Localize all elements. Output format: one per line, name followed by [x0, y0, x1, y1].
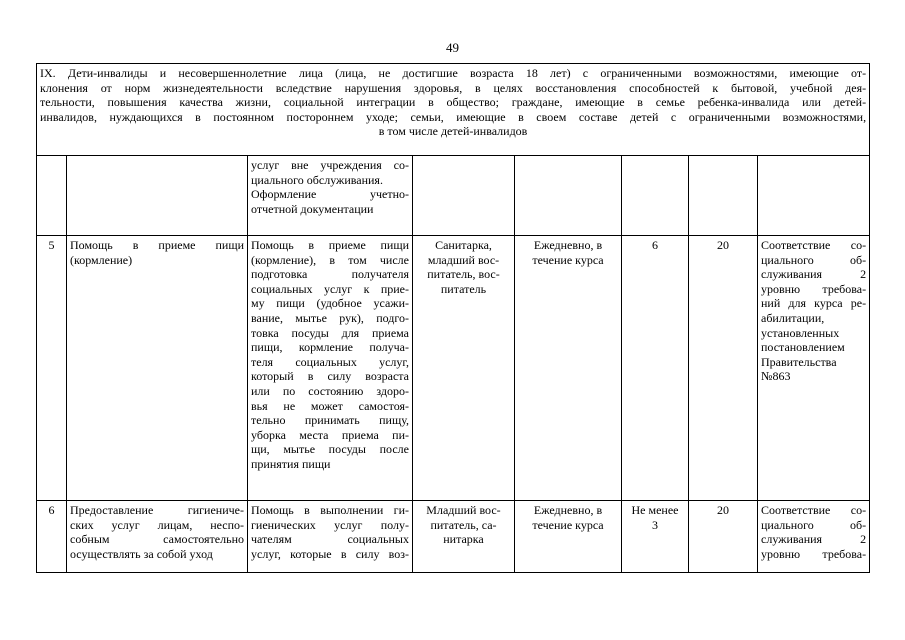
text-line: ний для курса ре- — [761, 296, 867, 311]
text-line: Оформление учетно- — [251, 187, 409, 202]
text-line: социальных услуг к прие- — [251, 281, 409, 296]
text-line: питатель, са- — [430, 517, 497, 532]
text-line: уровню требова- — [761, 281, 867, 296]
text-line: Ежедневно, в — [533, 503, 603, 517]
service-description — [248, 236, 413, 501]
text-line: Младший вос- — [426, 503, 501, 517]
text-line: пищи, кормление получа- — [251, 340, 409, 355]
text-line: течение курса — [532, 517, 604, 532]
heading-line: тельности, повышения качества жизни, социальной интеграции в общество; граждане, имеющие в семье ребенка-инвалида или детей- — [40, 95, 867, 110]
row-number: 5 — [37, 236, 67, 501]
text-line: нитарка — [443, 532, 484, 547]
volume — [689, 156, 758, 236]
text-line: младший вос- — [427, 252, 500, 267]
service-name — [67, 501, 248, 573]
text-line: Санитарка, — [435, 238, 492, 252]
table-row — [37, 156, 870, 236]
text-line: или по состоянию здоро- — [251, 383, 409, 398]
staff — [413, 156, 515, 236]
volume: 20 — [689, 236, 758, 501]
volume: 20 — [689, 501, 758, 573]
text-line: абилитации, — [761, 310, 825, 325]
text-line: №863 — [761, 369, 791, 384]
text-line: услуг, которые в силу воз- — [251, 546, 409, 561]
heading-last-line: в том числе детей-инвалидов — [378, 124, 528, 139]
text-line: чателям социальных — [251, 532, 409, 547]
text-line: установленных — [761, 325, 840, 340]
text-line: 6 — [652, 238, 658, 252]
text-line: щи, мытье посуды после — [251, 442, 409, 457]
text-line: теля социальных услуг, — [251, 354, 409, 369]
page-number: 49 — [446, 40, 459, 55]
service-name — [67, 156, 248, 236]
frequency — [515, 501, 622, 573]
text-line: течение курса — [532, 252, 604, 267]
heading-line: инвалидов, нуждающихся в постоянном постороннем уходе; семьи, имеющие в своем составе детей с ограниченными возможностями, — [40, 109, 867, 124]
text-line: му пищи (удобное усажи- — [251, 296, 409, 311]
frequency — [515, 236, 622, 501]
text-line: Не менее — [631, 503, 679, 517]
staff — [413, 236, 515, 501]
text-line: товка посуды для приема — [251, 325, 409, 340]
text-line: осуществлять за собой уход — [70, 546, 213, 561]
heading-line: IX. Дети-инвалиды и несовершеннолетние лица (лица, не достигшие возраста 18 лет) с ограниченными возможностями, имеющие от- — [40, 66, 867, 80]
text-line: гиенических услуг полу- — [251, 517, 409, 532]
duration — [622, 501, 689, 573]
criteria — [758, 501, 870, 573]
text-line: Ежедневно, в — [533, 238, 603, 252]
services-table — [36, 63, 870, 573]
section-heading — [37, 64, 870, 156]
service-description — [248, 501, 413, 573]
text-line: (кормление), в том числе — [251, 252, 409, 267]
text-line: Помощь в выполнении ги- — [251, 503, 409, 517]
section-heading-row — [37, 64, 870, 156]
text-line: Помощь в приеме пищи — [70, 238, 244, 252]
text-line: питатель — [440, 281, 487, 296]
text-line: Правительства — [761, 354, 837, 369]
text-line: который в силу возраста — [251, 369, 409, 384]
text-line: постановлением — [761, 340, 845, 355]
text-line: (кормление) — [70, 252, 133, 267]
text-line: Предоставление гигиениче- — [70, 503, 244, 517]
text-line: вья не может самостоя- — [251, 398, 409, 413]
text-line: циального об- — [761, 517, 867, 532]
text-line: циального обслуживания. — [251, 172, 383, 187]
criteria — [758, 156, 870, 236]
text-line: уборка места приема пи- — [251, 427, 409, 442]
text-line: собным самостоятельно — [70, 532, 244, 547]
text-line: вание, мытье рук), подго- — [251, 310, 409, 325]
table-row — [37, 501, 870, 573]
table-row — [37, 236, 870, 501]
text-line: услуг вне учреждения со- — [251, 158, 409, 172]
text-line: 3 — [652, 517, 658, 532]
heading-line: клонения от норм жизнедеятельности вследствие нарушения здоровья, в целях восстановления способностей к бытовой, учебной дея- — [40, 80, 867, 95]
text-line: Соответствие со- — [761, 503, 867, 517]
service-description — [248, 156, 413, 236]
duration — [622, 236, 689, 501]
text-line: уровню требова- — [761, 546, 867, 561]
text-line: Соответствие со- — [761, 238, 867, 252]
text-line: служивания 2 — [761, 532, 867, 547]
text-line: циального об- — [761, 252, 867, 267]
row-number — [37, 156, 67, 236]
text-line: тельно принимать пищу, — [251, 413, 409, 428]
text-line: Помощь в приеме пищи — [251, 238, 409, 252]
service-name — [67, 236, 248, 501]
staff — [413, 501, 515, 573]
text-line: принятия пищи — [251, 456, 331, 471]
duration — [622, 156, 689, 236]
frequency — [515, 156, 622, 236]
text-line: питатель, вос- — [427, 267, 500, 282]
text-line: ских услуг лицам, неспо- — [70, 517, 244, 532]
text-line: подготовка получателя — [251, 267, 409, 282]
criteria — [758, 236, 870, 501]
text-line: служивания 2 — [761, 267, 867, 282]
row-number: 6 — [37, 501, 67, 573]
text-line: отчетной документации — [251, 201, 374, 216]
